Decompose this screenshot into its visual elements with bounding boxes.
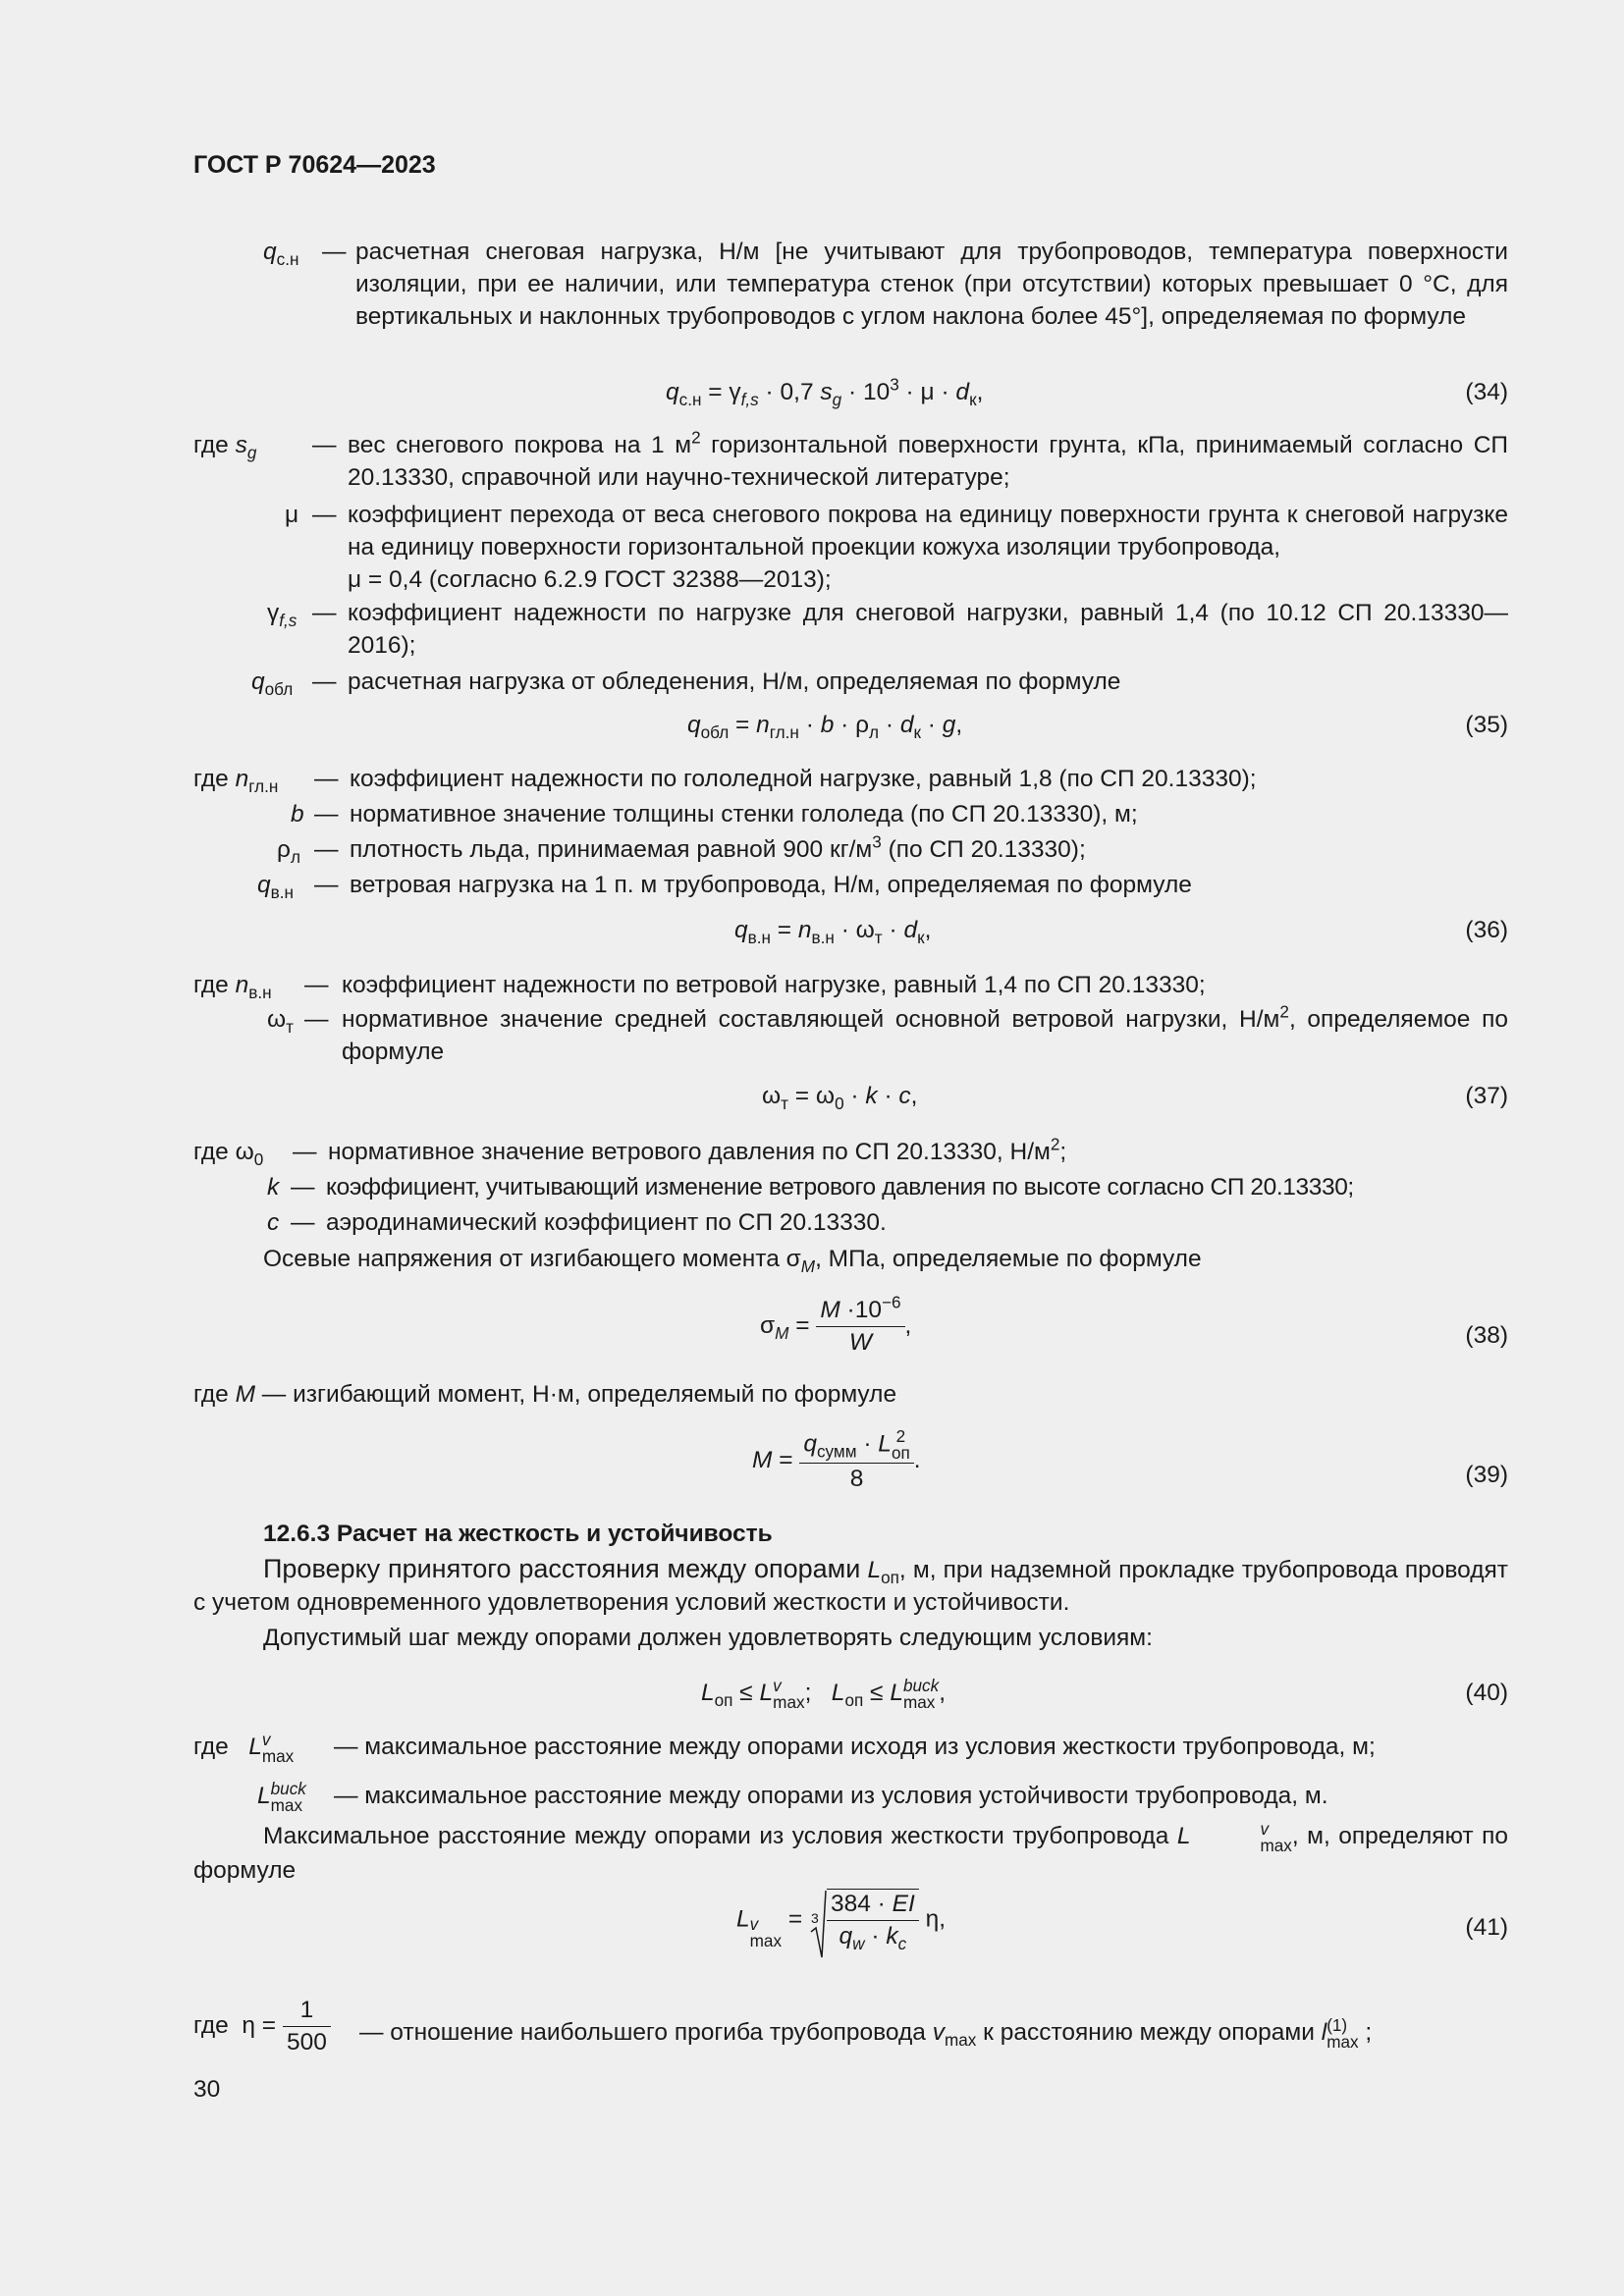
definition-rho: плотность льда, принимаемая равной 900 $кг/м^3$ (по СП 20.13330); [350, 831, 1086, 863]
dash: — [312, 502, 337, 528]
definition-k: коэффициент, учитывающий изменение ветрового давления по высоте согласно СП 20.13330; [326, 1174, 1354, 1201]
formula-41: L v max = 3 $\frac{384 \cdot EI}{q_w \cdot k_c}$ η, [736, 1889, 946, 1951]
page-header-title: ГОСТ Р 70624—2023 [193, 151, 436, 179]
where-omega0: где $\omega_0$ [193, 1139, 264, 1169]
equation-number-36: (36) [1465, 917, 1508, 943]
dash: — [291, 1209, 315, 1236]
formula-40: $L_{оп} \le L$ v max ; $L_{оп} \le L$ buck max , [701, 1675, 946, 1712]
definition-gamma-fs: коэффициент надежности по нагрузке для снеговой нагрузки, равный 1,4 (по 10.12 СП 20.13330—2016); [348, 600, 1508, 659]
dash: — [291, 1174, 315, 1201]
definition-omega0: нормативное значение ветрового давления по СП 20.13330, $Н/м^2$; [328, 1134, 1067, 1165]
dash: — [304, 972, 329, 998]
section-heading: 12.6.3 Расчет на жесткость и устойчивость [263, 1521, 773, 1547]
definition-omega-t: нормативное значение средней составляющей основной ветровой нагрузки, $Н/м^2$, определяемое по формуле [342, 1001, 1508, 1065]
formula-39: M = $q_{сумм} \cdot L$ 2 оп 8 . [752, 1426, 921, 1492]
max-distance-paragraph: Максимальное расстояние между опорами из условия жесткости трубопровода L v max , м, определяют по формуле [193, 1818, 1508, 1884]
definition-q-sn: расчетная снеговая нагрузка, Н/м [не учитывают для трубопроводов, температура поверхности изоляции, при ее наличии, или температура стенок (при отсутствии) которых превышает 0 °С, для вертикальных и наклонных трубопроводов с углом наклона более 45°], определяемая по формуле [355, 239, 1508, 330]
definition-eta: — отношение наибольшего прогиба трубопровода $v_{max}$ к расстоянию между опорами l (1) max ; [359, 2014, 1373, 2052]
symbol-lbuck: L buck max [257, 1778, 306, 1815]
equation-number-40: (40) [1465, 1680, 1508, 1706]
definition-M: где M — изгибающий момент, Н·м, определяемый по формуле [193, 1381, 897, 1408]
symbol-omega-t: $\omega_т$ [267, 1006, 294, 1037]
dash: — [293, 1139, 317, 1165]
definition-q-vn: ветровая нагрузка на 1 п. м трубопровода, Н/м, определяемая по формуле [350, 872, 1192, 898]
definition-c: аэродинамический коэффициент по СП 20.13330. [326, 1209, 887, 1236]
symbol-k: k [267, 1174, 280, 1201]
definition-lvmax: — максимальное расстояние между опорами исходя из условия жесткости трубопровода, м; [334, 1734, 1376, 1760]
dash: — [312, 600, 337, 626]
equation-number-37: (37) [1465, 1083, 1508, 1109]
symbol-rho: $\rho_л$ [277, 836, 300, 867]
dash: — [304, 1006, 329, 1033]
equation-number-39: (39) [1465, 1462, 1508, 1488]
where-n-vn: где $n_{в.н}$ [193, 972, 272, 1002]
step-paragraph: Допустимый шаг между опорами должен удовлетворять следующим условиям: [263, 1625, 1153, 1651]
definition-mu-value: μ = 0,4 (согласно 6.2.9 ГОСТ 32388—2013); [348, 566, 832, 593]
formula-35: $q_{обл} = n_{гл.н} \cdot b \cdot \rho_л \cdot d_к \cdot g$, [687, 712, 963, 742]
dash: — [314, 836, 339, 863]
where-sg: где $s_g$ [193, 432, 257, 462]
where-n-gl: где $n_{гл.н}$ [193, 766, 279, 796]
symbol-q-sn: $q_{с.н}$ [263, 239, 299, 269]
definition-n-vn: коэффициент надежности по ветровой нагрузке, равный 1,4 по СП 20.13330; [342, 972, 1206, 998]
equation-number-41: (41) [1465, 1914, 1508, 1941]
equation-number-38: (38) [1465, 1322, 1508, 1349]
definition-b: нормативное значение толщины стенки гололеда (по СП 20.13330), м; [350, 801, 1138, 828]
definition-mu: коэффициент перехода от веса снегового покрова на единицу поверхности грунта к снеговой нагрузке на единицу поверхности горизонтальной проекции кожуха изоляции трубопровода, [348, 502, 1508, 561]
dash: — [314, 766, 339, 792]
where-lvmax: где L v max [193, 1729, 295, 1766]
equation-number-35: (35) [1465, 712, 1508, 738]
radical-sign [809, 1889, 827, 1959]
equation-number-34: (34) [1465, 379, 1508, 405]
symbol-q-vn: $q_{в.н}$ [257, 872, 294, 902]
symbol-b: b [291, 801, 304, 828]
formula-38: $\sigma_M$ = $\frac{M \cdot 10^{-6}}{W}$ , [760, 1292, 912, 1356]
dash: — [314, 872, 339, 898]
formula-36: $q_{в.н} = n_{в.н} \cdot \omega_т \cdot d_к$, [734, 917, 932, 947]
axial-stress-intro: Осевые напряжения от изгибающего момента $\sigma_M$, МПа, определяемые по формуле [263, 1246, 1202, 1276]
where-eta: где η = $\frac{1}{500}$ [193, 1996, 331, 2057]
definition-n-gl: коэффициент надежности по гололедной нагрузке, равный 1,8 (по СП 20.13330); [350, 766, 1257, 792]
check-paragraph: Проверку принятого расстояния между опорами $L_{оп}$, м, при надземной прокладке трубопровода проводят с учетом одновременного удовлетворения условий жесткости и устойчивости. [193, 1554, 1508, 1616]
page-number: 30 [193, 2076, 221, 2103]
dash: — [312, 668, 337, 695]
definition-lbuck: — максимальное расстояние между опорами из условия устойчивости трубопровода, м. [334, 1783, 1328, 1809]
symbol-c: c [267, 1209, 280, 1236]
dash: — [314, 801, 339, 828]
symbol-q-obl: $q_{обл}$ [251, 668, 294, 699]
symbol-gamma-fs: $\gamma_{f,s}$ [267, 600, 298, 630]
symbol-mu: μ [285, 502, 299, 528]
dash: — [322, 239, 347, 265]
formula-37: $\omega_т = \omega_0 \cdot k \cdot c$, [762, 1083, 918, 1113]
formula-34: $q_{с.н} = \gamma_{f,s} \cdot 0,7$ $s_g \cdot 10^3 \cdot \mu \cdot d_к$, [666, 374, 984, 409]
dash: — [312, 432, 337, 458]
definition-sg: вес снегового покрова на 1 $м^2$ горизонтальной поверхности грунта, кПа, принимаемый согласно СП 20.13330, справочной или научно-технической литературе; [348, 427, 1508, 491]
definition-q-obl: расчетная нагрузка от обледенения, Н/м, определяемая по формуле [348, 668, 1121, 695]
